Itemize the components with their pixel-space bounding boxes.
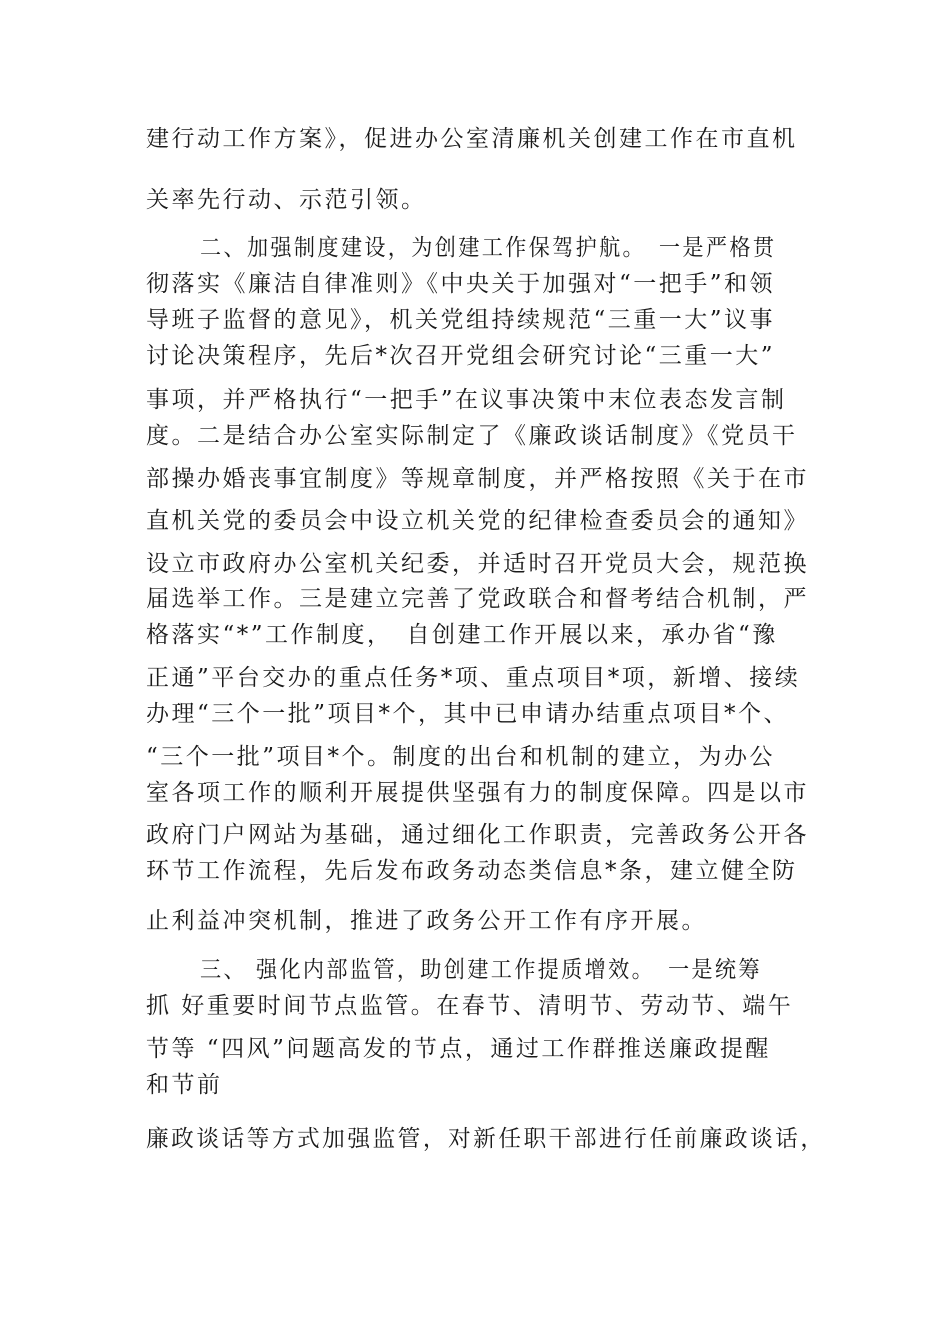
paragraph-line: 止利益冲突机制，推进了政务公开工作有序开展。: [146, 908, 707, 934]
section-heading-line: 三、 强化内部监管，助创建工作提质增效。 一是统筹: [200, 957, 762, 983]
paragraph-line: 部操办婚丧事宜制度》等规章制度，并严格按照《关于在市: [146, 466, 809, 492]
paragraph-line: 办理“三个一批”项目*个，其中已申请办结重点项目*个、: [146, 701, 790, 727]
paragraph-line: 环节工作流程，先后发布政务动态类信息*条，建立健全防: [146, 858, 798, 884]
paragraph-line: 讨论决策程序，先后*次召开党组会研究讨论“三重一大”: [146, 343, 776, 369]
paragraph-line: 廉政谈话等方式加强监管，对新任职干部进行任前廉政谈话，: [146, 1126, 826, 1152]
paragraph-line: 关率先行动、示范引领。: [146, 187, 427, 213]
paragraph-line: 导班子监督的意见》，机关党组持续规范“三重一大”议事: [146, 307, 776, 333]
paragraph-line: 节等 “四风”问题高发的节点，通过工作群推送廉政提醒: [146, 1036, 771, 1062]
paragraph-line: 和节前: [146, 1072, 223, 1098]
paragraph-line: 格落实“*”工作制度， 自创建工作开展以来，承办省“豫: [146, 622, 778, 648]
paragraph-line: 抓 好重要时间节点监管。在春节、清明节、劳动节、端午: [146, 993, 794, 1019]
paragraph-line: 正通”平台交办的重点任务*项、重点项目*项，新增、接续: [146, 665, 801, 691]
paragraph-line: “三个一批”项目*个。制度的出台和机制的建立，为办公: [146, 744, 776, 770]
paragraph-line: 届选举工作。三是建立完善了党政联合和督考结合机制，严: [146, 586, 809, 612]
paragraph-line: 政府门户网站为基础，通过细化工作职责，完善政务公开各: [146, 822, 809, 848]
paragraph-line: 事项，并严格执行“一把手”在议事决策中末位表态发言制: [146, 387, 787, 413]
section-heading-line: 二、加强制度建设，为创建工作保驾护航。 一是严格贯: [200, 235, 777, 261]
paragraph-line: 直机关党的委员会中设立机关党的纪律检查委员会的通知》: [146, 508, 809, 534]
paragraph-line: 设立市政府办公室机关纪委，并适时召开党员大会，规范换: [146, 551, 809, 577]
paragraph-line: 室各项工作的顺利开展提供坚强有力的制度保障。四是以市: [146, 780, 809, 806]
paragraph-line: 度。二是结合办公室实际制定了《廉政谈话制度》《党员干: [146, 423, 798, 449]
paragraph-line: 彻落实《廉洁自律准则》《中央关于加强对“一把手”和领: [146, 271, 776, 297]
paragraph-line: 建行动工作方案》，促进办公室清廉机关创建工作在市直机: [146, 126, 798, 152]
